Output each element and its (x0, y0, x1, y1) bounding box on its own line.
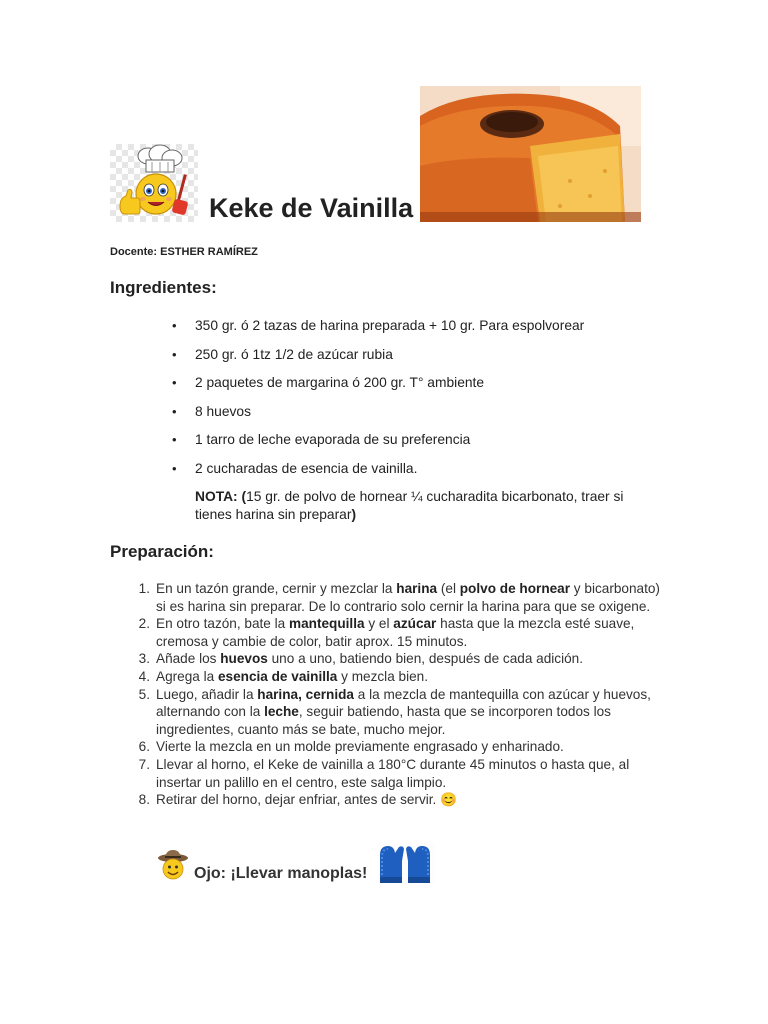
preparation-step (130, 756, 660, 791)
bullet-icon: • (172, 460, 177, 476)
preparation-steps-list (130, 580, 660, 809)
ingredient-item (172, 403, 652, 432)
nota-paragraph (195, 488, 655, 523)
step-number: 1. (138, 581, 150, 596)
step-bold-text: leche (264, 704, 299, 720)
chef-emoji-icon (110, 144, 198, 222)
step-bold-text: mantequilla (289, 616, 365, 632)
preparation-step (130, 738, 660, 756)
ingredient-item (172, 374, 652, 403)
docente-label: Docente: (110, 246, 158, 258)
step-number: 2. (138, 616, 150, 632)
docente-line (110, 246, 258, 258)
bullet-icon: • (172, 346, 177, 362)
step-text: Agrega la (156, 668, 218, 684)
ingredient-item (172, 431, 652, 460)
bullet-icon: • (172, 403, 177, 419)
step-number: 7. (138, 756, 150, 772)
bullet-icon: • (172, 375, 177, 390)
page-title: Keke de Vainilla (209, 193, 414, 223)
ingredient-text: 250 gr. ó 1tz 1/2 de azúcar rubia (195, 346, 393, 362)
ingredient-text: 8 huevos (195, 403, 251, 419)
step-number: 3. (138, 651, 150, 667)
step-bold-text: harina, cernida (257, 686, 354, 702)
step-text: En otro tazón, bate la (156, 616, 290, 632)
ingredient-item (172, 317, 652, 346)
step-text: , seguir batiendo, hasta que se incorporen todos los ingredientes, cuanto más se bate, mucho mejor. (156, 704, 611, 737)
step-text: Luego, añadir la (156, 686, 258, 702)
step-text: Retirar del horno, dejar enfriar, antes de servir. 😊 (156, 792, 458, 808)
ingredient-text: 2 paquetes de margarina ó 200 gr. T° ambiente (195, 375, 485, 390)
step-number: 5. (138, 686, 150, 702)
docente-name: ESTHER RAMÍREZ (160, 246, 258, 258)
preparation-step (130, 580, 660, 615)
bullet-icon: • (172, 318, 177, 333)
oven-mittens-image (377, 843, 435, 883)
ingredient-text: 350 gr. ó 2 tazas de harina preparada + 10 gr. Para espolvorear (195, 318, 585, 333)
step-number: 6. (138, 739, 150, 755)
ingredientes-heading: Ingredientes: (110, 278, 217, 297)
step-text: y el (364, 616, 394, 632)
step-text: uno a uno, batiendo bien, después de cada adición. (267, 651, 584, 667)
step-bold-text: harina (396, 581, 438, 596)
nota-close: ) (351, 506, 357, 522)
bullet-icon: • (172, 432, 177, 447)
step-bold-text: azúcar (393, 616, 437, 632)
ingredient-text: 2 cucharadas de esencia de vainilla. (195, 460, 418, 476)
ingredients-list (172, 317, 652, 488)
preparation-step (130, 615, 660, 650)
step-text: a la mezcla de mantequilla con azúcar y huevos, alternando con la (156, 686, 651, 720)
step-text: y mezcla bien. (337, 668, 429, 684)
step-text: En un tazón grande, cernir y mezclar la (156, 581, 397, 596)
cowboy-emoji-icon (157, 849, 189, 881)
step-text: Añade los (156, 651, 221, 667)
step-bold-text: huevos (220, 651, 268, 667)
preparacion-heading: Preparación: (110, 542, 214, 561)
ingredient-item (172, 346, 652, 375)
step-text: Llevar al horno, el Keke de vainilla a 180°C durante 45 minutos o hasta que, al insertar un palillo en el centro, este salga limpio. (156, 756, 630, 790)
ingredient-text: 1 tarro de leche evaporada de su preferencia (195, 432, 471, 447)
step-text: Vierte la mezcla en un molde previamente engrasado y enharinado. (156, 739, 564, 755)
nota-label: NOTA: ( (195, 489, 247, 504)
preparation-step (130, 791, 660, 809)
ojo-text: Ojo: ¡Llevar manoplas! (194, 865, 368, 882)
cake-photo (420, 86, 641, 222)
ingredient-item (172, 460, 652, 489)
step-number: 8. (138, 792, 150, 808)
step-number: 4. (138, 668, 150, 684)
preparation-step (130, 650, 660, 668)
preparation-step (130, 668, 660, 686)
step-text: (el (437, 581, 460, 596)
step-bold-text: esencia de vainilla (217, 668, 338, 684)
nota-text: 15 gr. de polvo de hornear ¼ cucharadita bicarbonato, traer si tienes harina sin preparar (195, 489, 624, 522)
preparation-step (130, 686, 660, 739)
step-bold-text: polvo de hornear (459, 581, 571, 596)
step-text: hasta que la mezcla esté suave, cremosa y cambie de color, batir aprox. 15 minutos. (156, 616, 635, 649)
step-text: y bicarbonato) si es harina sin preparar. De lo contrario solo cernir la harina para que se oxigene. (156, 581, 660, 614)
